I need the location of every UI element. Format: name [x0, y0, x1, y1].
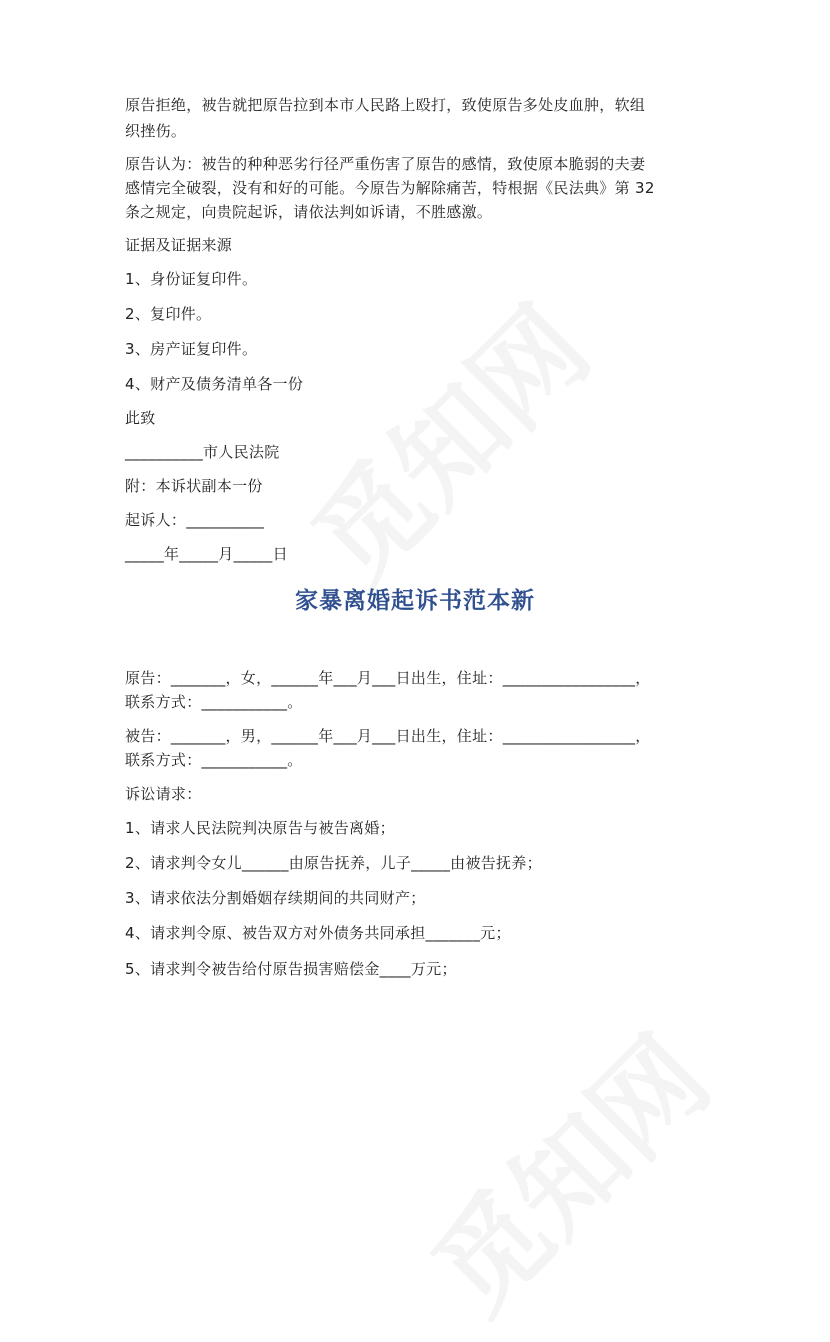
- claim-item: 4、请求判令原、被告双方对外债务共同承担_______元；: [125, 924, 511, 942]
- plaintiff-signature: 起诉人：__________: [125, 511, 265, 529]
- paragraph-line: 感情完全破裂，没有和好的可能。今原告为解除痛苦，特根据《民法典》第 32: [125, 179, 655, 197]
- salutation: 此致: [125, 409, 156, 427]
- watermark-bottom: [392, 996, 737, 1341]
- paragraph-line: 织挫伤。: [125, 122, 187, 140]
- date-line: _____年_____月_____日: [125, 545, 288, 563]
- attachment-line: 附：本诉状副本一份: [125, 477, 263, 495]
- defendant-contact: 联系方式：___________。: [125, 751, 303, 769]
- document-title: 家暴离婚起诉书范本新: [295, 588, 535, 614]
- evidence-item: 3、房产证复印件。: [125, 340, 258, 358]
- evidence-heading: 证据及证据来源: [125, 236, 233, 254]
- court-line: __________市人民法院: [125, 443, 280, 461]
- evidence-item: 1、身份证复印件。: [125, 270, 258, 288]
- claim-item: 5、请求判令被告给付原告损害赔偿金____万元；: [125, 960, 457, 978]
- plaintiff-contact: 联系方式：___________。: [125, 693, 303, 711]
- plaintiff-info: 原告：_______，女，______年___月___日出生，住址：_________________，: [125, 669, 651, 687]
- claim-item: 1、请求人民法院判决原告与被告离婚；: [125, 819, 395, 837]
- paragraph-line: 原告认为：被告的种种恶劣行径严重伤害了原告的感情，致使原本脆弱的夫妻: [125, 155, 646, 173]
- claims-heading: 诉讼请求：: [125, 785, 202, 803]
- evidence-item: 4、财产及债务清单各一份: [125, 375, 304, 393]
- watermark: [272, 266, 617, 611]
- defendant-info: 被告：_______，男，______年___月___日出生，住址：_________________，: [125, 727, 651, 745]
- claim-item: 2、请求判令女儿______由原告抚养，儿子_____由被告抚养；: [125, 854, 542, 872]
- paragraph-line: 条之规定，向贵院起诉，请依法判如诉请，不胜感激。: [125, 203, 493, 221]
- paragraph-line: 原告拒绝，被告就把原告拉到本市人民路上殴打，致使原告多处皮血肿，软组: [125, 96, 646, 114]
- claim-item: 3、请求依法分割婚姻存续期间的共同财产；: [125, 889, 426, 907]
- evidence-item: 2、复印件。: [125, 305, 212, 323]
